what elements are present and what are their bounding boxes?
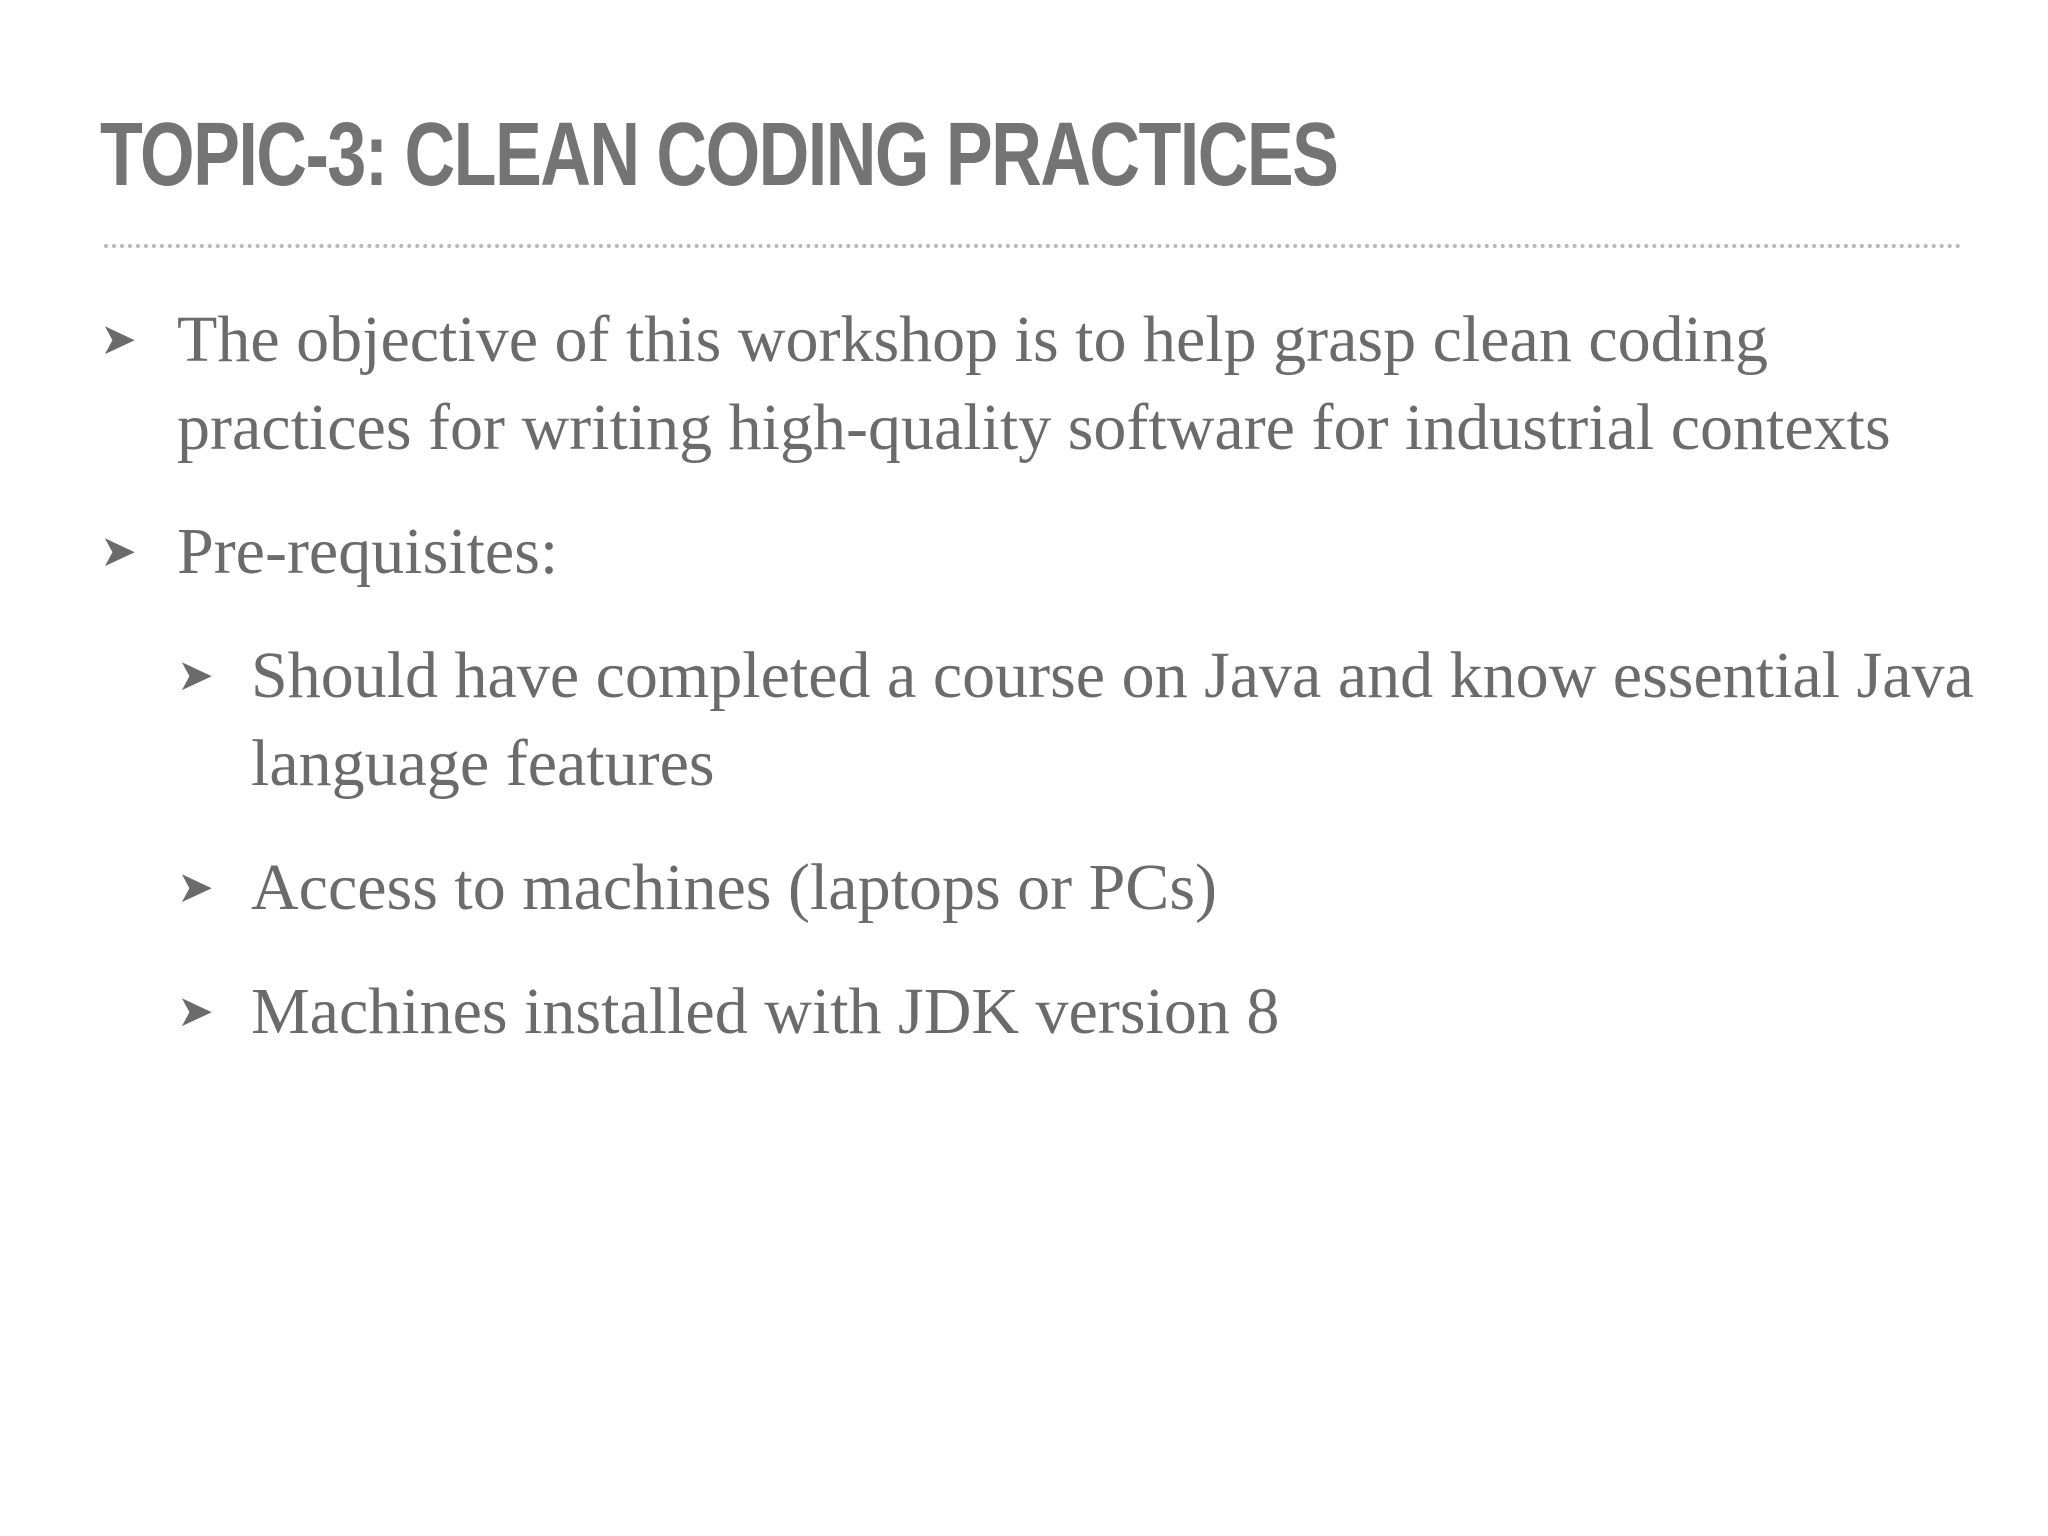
- bullet-text: The objective of this workshop is to help grasp clean coding practices for writing high-quality software for industrial contexts: [177, 303, 1891, 464]
- sub-bullet-item-jdk: [177, 968, 1980, 1056]
- arrow-bullet-icon: ➤: [177, 650, 214, 701]
- slide-title: TOPIC-3: CLEAN CODING PRACTICES: [100, 105, 1338, 205]
- bullet-text: Pre-requisites:: [177, 515, 559, 588]
- sub-bullet-text: Should have completed a course on Java and know essential Java language features: [251, 639, 1974, 800]
- bullet-item-objective: [100, 296, 1980, 472]
- arrow-bullet-icon: ➤: [177, 862, 214, 913]
- bullet-item-prerequisites: [100, 508, 1980, 596]
- arrow-bullet-icon: ➤: [100, 526, 137, 577]
- arrow-bullet-icon: ➤: [177, 986, 214, 1037]
- sub-bullet-item-machines: [177, 844, 1980, 932]
- sub-bullet-item-java-course: [177, 632, 1980, 808]
- sub-bullet-text: Access to machines (laptops or PCs): [251, 851, 1217, 924]
- bullet-list: [100, 296, 1980, 1092]
- arrow-bullet-icon: ➤: [100, 314, 137, 365]
- title-divider: [104, 244, 1962, 248]
- sub-bullet-text: Machines installed with JDK version 8: [251, 975, 1280, 1048]
